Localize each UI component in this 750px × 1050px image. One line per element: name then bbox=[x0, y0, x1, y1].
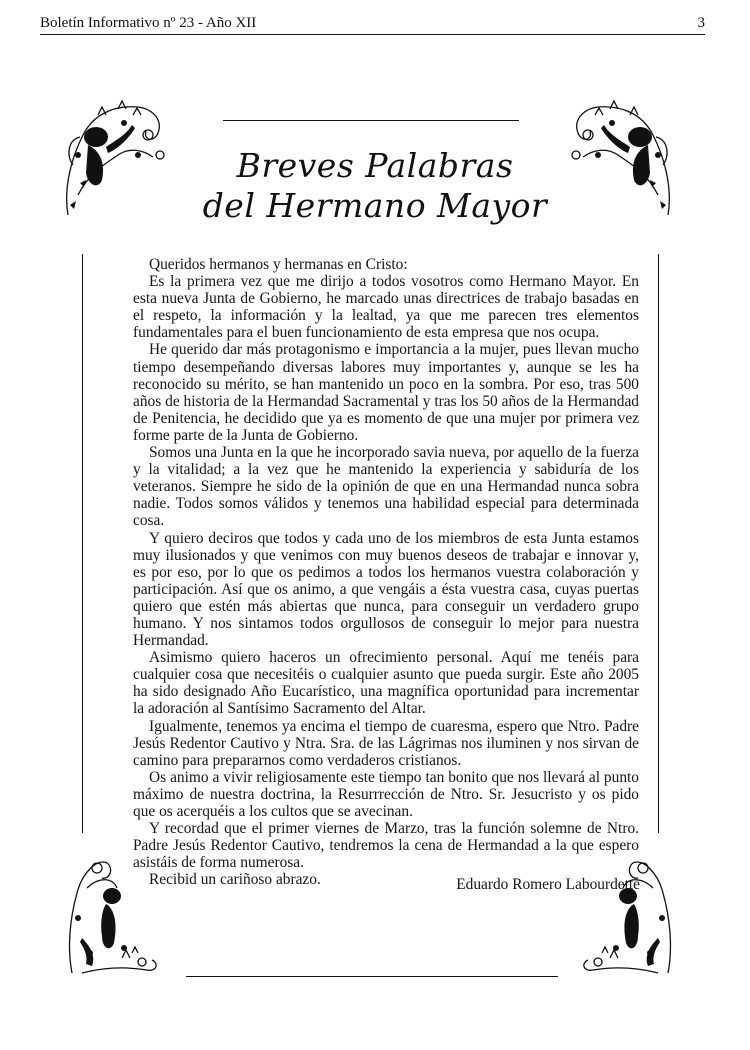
running-header bbox=[40, 14, 705, 35]
page-number: 3 bbox=[697, 15, 705, 31]
left-frame-line bbox=[82, 254, 83, 833]
bottom-divider bbox=[186, 976, 558, 977]
article-title bbox=[150, 146, 600, 226]
article-title-line-1: Breves Palabras bbox=[236, 146, 514, 185]
signature: Eduardo Romero Labourdette bbox=[456, 876, 640, 893]
paragraph: Igualmente, tenemos ya encima el tiempo de cuaresma, espero que Ntro. Padre Jesús Redentor Cautivo y Ntra. Sra. de las Lágrimas nos iluminen y nos sirvan de camino para prepararnos como verdaderos cristianos. bbox=[133, 717, 639, 769]
bulletin-title: Boletín Informativo nº 23 - Año XII bbox=[40, 15, 257, 31]
paragraph: Somos una Junta en la que he incorporado savia nueva, por aquello de la fuerza y la vitalidad; a la vez que he mantenido la experiencia y sabiduría de los veteranos. Siempre he sido de la opinión de que en una Hermandad nunca sobra nadie. Todos somos válidos y tenemos una habilidad especial para determinada cosa. bbox=[133, 444, 639, 530]
paragraph: Y recordad que el primer viernes de Marzo, tras la función solemne de Ntro. Padre Jesús Redentor Cautivo, tendremos la cena de Hermandad a la que espero asistáis de forma numerosa. bbox=[133, 820, 639, 872]
top-divider bbox=[223, 120, 519, 121]
paragraph: Os animo a vivir religiosamente este tiempo tan bonito que nos llevará al punto máximo de nuestra doctrina, la Resurrrección de Ntro. Sr. Jesucristo y os pido que os acerquéis a los cultos que se avecinan. bbox=[133, 768, 639, 820]
closing: Recibid un cariñoso abrazo. bbox=[149, 871, 321, 889]
greeting: Queridos hermanos y hermanas en Cristo: bbox=[149, 256, 408, 273]
article-title-line-2: del Hermano Mayor bbox=[202, 186, 548, 225]
paragraph: Y quiero deciros que todos y cada uno de los miembros de esta Junta estamos muy ilusionados y que venimos con muy buenos deseos de trabajar e innovar y, es por eso, por lo que os pedimos a todos los hermanos vuestra colaboración y participación. Así que os animo, a que vengáis a ésta vuestra casa, cuyas puertas quiero que estén más abiertas que nunca, para conseguir un verdadero grupo humano. Y nos sintamos todos orgullosos de conseguir lo mejor para nuestra Hermandad. bbox=[133, 529, 639, 650]
paragraph: Es la primera vez que me dirijo a todos vosotros como Hermano Mayor. En esta nueva Junta de Gobierno, he marcado unas directrices de trabajo basadas en el respeto, la información y la lealtad, ya que me parecen tres elementos fundamentales para el buen funcionamiento de esta empresa que nos ocupa. bbox=[133, 273, 639, 342]
paragraph: Asimismo quiero haceros un ofrecimiento personal. Aquí me tenéis para cualquier cosa que necesitéis o cualquier asunto que pueda surgir. Este año 2005 ha sido designado Año Eucarístico, una magnífica oportunidad para incrementar la adoración al Santísimo Sacramento del Altar. bbox=[133, 649, 639, 718]
right-frame-line bbox=[658, 254, 659, 833]
article-body bbox=[133, 256, 639, 888]
paragraph: He querido dar más protagonismo e importancia a la mujer, pues llevan mucho tiempo desempeñando diversas labores muy importantes y, aunque se les ha reconocido su mérito, se han mantenido un poco en la sombra. Por eso, tras 500 años de historia de la Hermandad Sacramental y tras los 50 años de la Hermandad de Penitencia, he decidido que ya es momento de que una mujer por primera vez forme parte de la Junta de Gobierno. bbox=[133, 341, 639, 444]
